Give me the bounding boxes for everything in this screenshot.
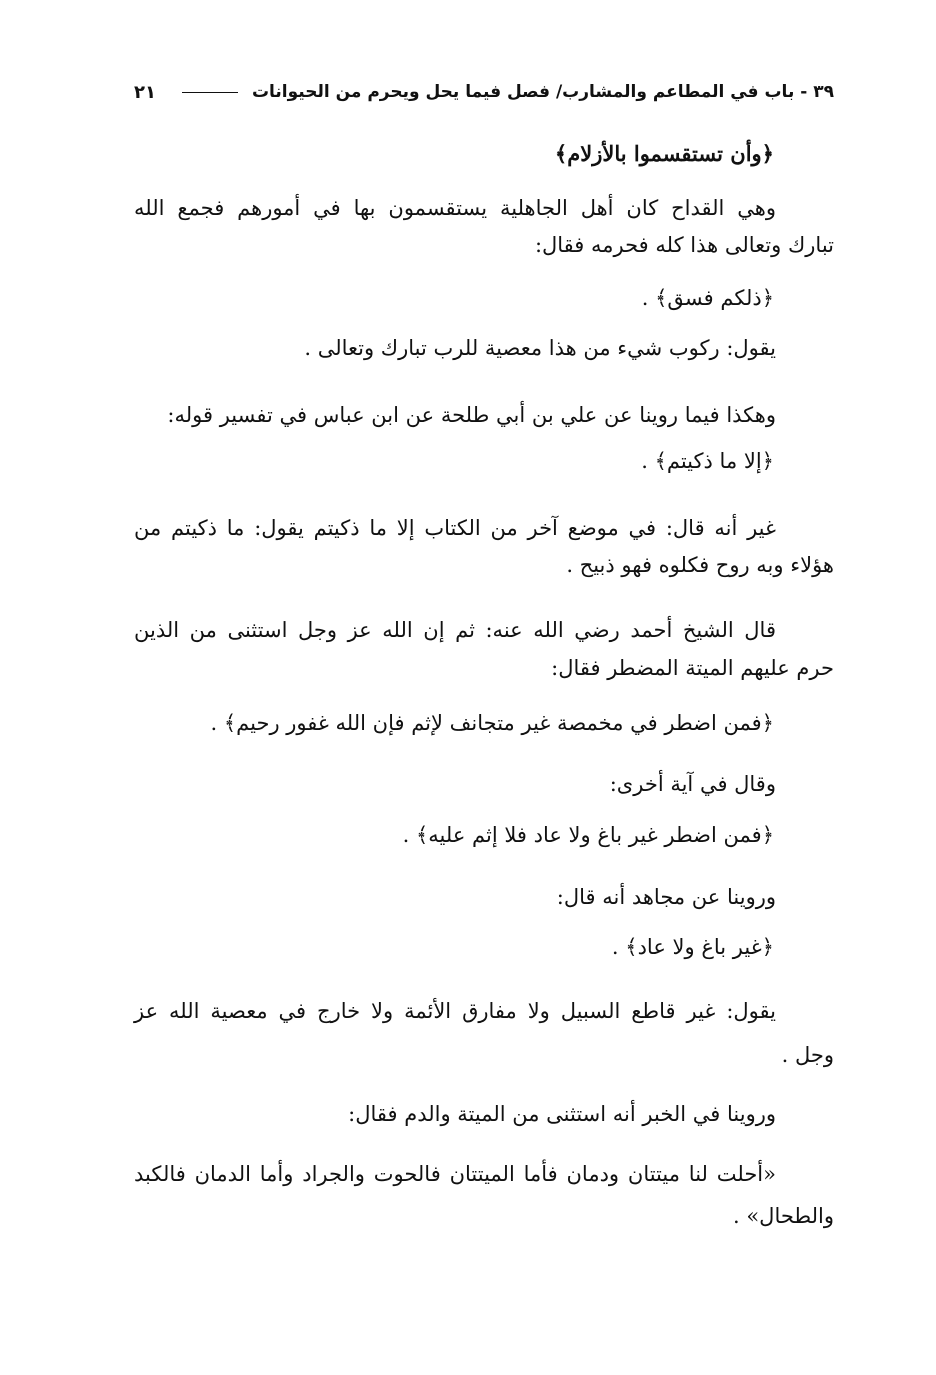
quran-verse-line: ﴿غير باغ ولا عاد﴾ .	[611, 935, 774, 959]
body-text-line: هؤلاء وبه روح فكلوه فهو ذبيح .	[566, 553, 834, 577]
body-text-line: وهكذا فيما روينا عن علي بن أبي طلحة عن ابن عباس في تفسير قوله:	[167, 403, 776, 427]
chapter-title: ٣٩ - باب في المطاعم والمشارب/ فصل فيما يحل ويحرم من الحيوانات	[251, 82, 834, 102]
body-text-line: وروينا في الخبر أنه استثنى من الميتة والدم فقال:	[348, 1102, 776, 1126]
quran-verse-line: ﴿ذلكم فسق﴾ .	[641, 286, 774, 310]
header-rule	[182, 92, 238, 93]
body-text-line: يقول: غير قاطع السبيل ولا مفارق الأئمة ولا خارج في معصية الله عز	[134, 999, 776, 1023]
page-number: ٢١	[134, 81, 156, 103]
body-text-line: قال الشيخ أحمد رضي الله عنه: ثم إن الله عز وجل استثنى من الذين	[134, 618, 776, 642]
quran-verse-line: ﴿فمن اضطر غير باغ ولا عاد فلا إثم عليه﴾ .	[402, 823, 774, 847]
quran-verse-line: ﴿إلا ما ذكيتم﴾ .	[641, 449, 774, 473]
body-text-line: وهي القداح كان أهل الجاهلية يستقسمون بها في أمورهم فجمع الله	[134, 196, 776, 220]
body-text-line: حرم عليهم الميتة المضطر فقال:	[551, 656, 834, 680]
quran-verse-line: ﴿وأن تستقسموا بالأزلام﴾	[554, 141, 774, 166]
body-text-line: وقال في آية أخرى:	[609, 772, 776, 796]
quran-verse-line: ﴿فمن اضطر في مخمصة غير متجانف لإثم فإن الله غفور رحيم﴾ .	[210, 711, 774, 735]
body-text-line: تبارك وتعالى هذا كله فحرمه فقال:	[534, 233, 834, 257]
hadith-text-line: «أحلت لنا ميتتان ودمان فأما الميتتان فالحوت والجراد وأما الدمان فالكبد	[134, 1162, 776, 1186]
body-text-line: وجل .	[781, 1043, 834, 1067]
body-text-line: وروينا عن مجاهد أنه قال:	[556, 885, 776, 909]
running-header	[134, 72, 834, 112]
hadith-text-line: والطحال» .	[732, 1204, 834, 1228]
body-text-line: غير أنه قال: في موضع آخر من الكتاب إلا ما ذكيتم يقول: ما ذكيتم من	[134, 516, 776, 540]
body-text-line: يقول: ركوب شيء من هذا معصية للرب تبارك وتعالى .	[304, 336, 776, 360]
